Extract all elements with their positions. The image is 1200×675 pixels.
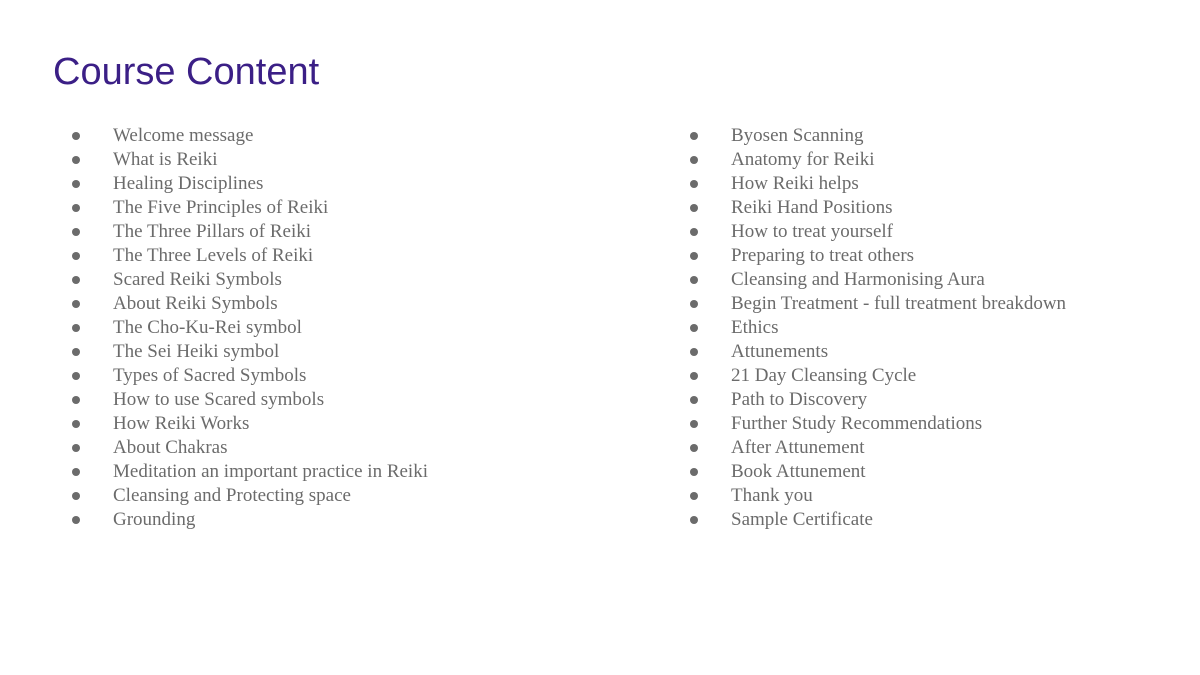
slide-title: Course Content [53,51,320,93]
list-item [684,460,1184,484]
list-item [66,460,626,484]
bullet-icon [690,228,698,236]
bullet-icon [690,204,698,212]
list-item-label: Anatomy for Reiki [731,149,875,170]
list-item [684,124,1184,148]
bullet-icon [690,372,698,380]
bullet-icon [690,252,698,260]
list-item-label: About Chakras [113,437,228,458]
bullet-icon [72,132,80,140]
list-item-label: About Reiki Symbols [113,293,278,314]
bullet-icon [72,156,80,164]
list-item-label: Begin Treatment - full treatment breakdown [731,293,1067,314]
course-list-right [684,124,1184,532]
list-item [684,172,1184,196]
bullet-icon [72,468,80,476]
list-item [66,484,626,508]
list-item-label: Cleansing and Protecting space [113,485,351,506]
list-item-label: How Reiki helps [731,173,859,194]
list-item-label: Attunements [731,341,829,362]
list-item-label: Book Attunement [731,461,866,482]
list-item-label: Byosen Scanning [731,125,864,146]
list-item [66,220,626,244]
bullet-icon [690,276,698,284]
course-list-left [66,124,626,532]
list-item [684,508,1184,532]
list-item [66,388,626,412]
list-item [684,292,1184,316]
list-item [66,268,626,292]
bullet-icon [72,372,80,380]
list-item-label: Meditation an important practice in Reiki [113,461,428,482]
list-item [66,316,626,340]
list-item-label: Types of Sacred Symbols [113,365,307,386]
list-item-label: 21 Day Cleansing Cycle [731,365,917,386]
list-item [66,364,626,388]
list-item [66,148,626,172]
list-item [684,412,1184,436]
bullet-icon [72,516,80,524]
list-item [66,436,626,460]
bullet-icon [72,228,80,236]
list-item-label: Thank you [731,485,813,506]
bullet-icon [690,516,698,524]
list-item-label: Sample Certificate [731,509,873,530]
bullet-icon [72,420,80,428]
list-item-label: How to use Scared symbols [113,389,325,410]
bullet-icon [690,420,698,428]
bullet-icon [72,348,80,356]
bullet-icon [690,492,698,500]
bullet-icon [72,204,80,212]
list-item [684,244,1184,268]
list-item-label: How Reiki Works [113,413,250,434]
bullet-icon [72,180,80,188]
list-item-label: Further Study Recommendations [731,413,983,434]
list-item [66,244,626,268]
list-item-label: The Sei Heiki symbol [113,341,280,362]
list-item-label: Ethics [731,317,779,338]
list-item-label: Grounding [113,509,196,530]
bullet-icon [690,132,698,140]
list-item-label: How to treat yourself [731,221,893,242]
list-item [66,508,626,532]
list-item [66,340,626,364]
bullet-icon [690,348,698,356]
bullet-icon [690,468,698,476]
list-item-label: The Three Pillars of Reiki [113,221,312,242]
list-item [684,220,1184,244]
list-item-label: Reiki Hand Positions [731,197,893,218]
list-item [66,172,626,196]
list-item-label: What is Reiki [113,149,218,170]
list-item-label: Cleansing and Harmonising Aura [731,269,985,290]
bullet-icon [72,492,80,500]
list-item-label: After Attunement [731,437,865,458]
bullet-icon [690,324,698,332]
bullet-icon [690,396,698,404]
bullet-icon [690,444,698,452]
list-item [684,364,1184,388]
bullet-icon [72,252,80,260]
bullet-icon [72,444,80,452]
list-item-label: Path to Discovery [731,389,868,410]
list-item-label: Preparing to treat others [731,245,915,266]
list-item-label: Scared Reiki Symbols [113,269,282,290]
bullet-icon [690,180,698,188]
list-item [684,268,1184,292]
list-item-label: The Five Principles of Reiki [113,197,329,218]
list-item-label: The Three Levels of Reiki [113,245,314,266]
list-item-label: Welcome message [113,125,254,146]
list-item [684,340,1184,364]
list-item [66,124,626,148]
list-item [684,388,1184,412]
list-item [66,196,626,220]
bullet-icon [72,276,80,284]
list-item [684,196,1184,220]
bullet-icon [72,324,80,332]
list-item [684,436,1184,460]
bullet-icon [690,300,698,308]
list-item [684,484,1184,508]
list-item [66,412,626,436]
list-item [684,316,1184,340]
list-item [66,292,626,316]
bullet-icon [72,396,80,404]
list-item [684,148,1184,172]
bullet-icon [690,156,698,164]
list-item-label: Healing Disciplines [113,173,264,194]
list-item-label: The Cho-Ku-Rei symbol [113,317,302,338]
bullet-icon [72,300,80,308]
